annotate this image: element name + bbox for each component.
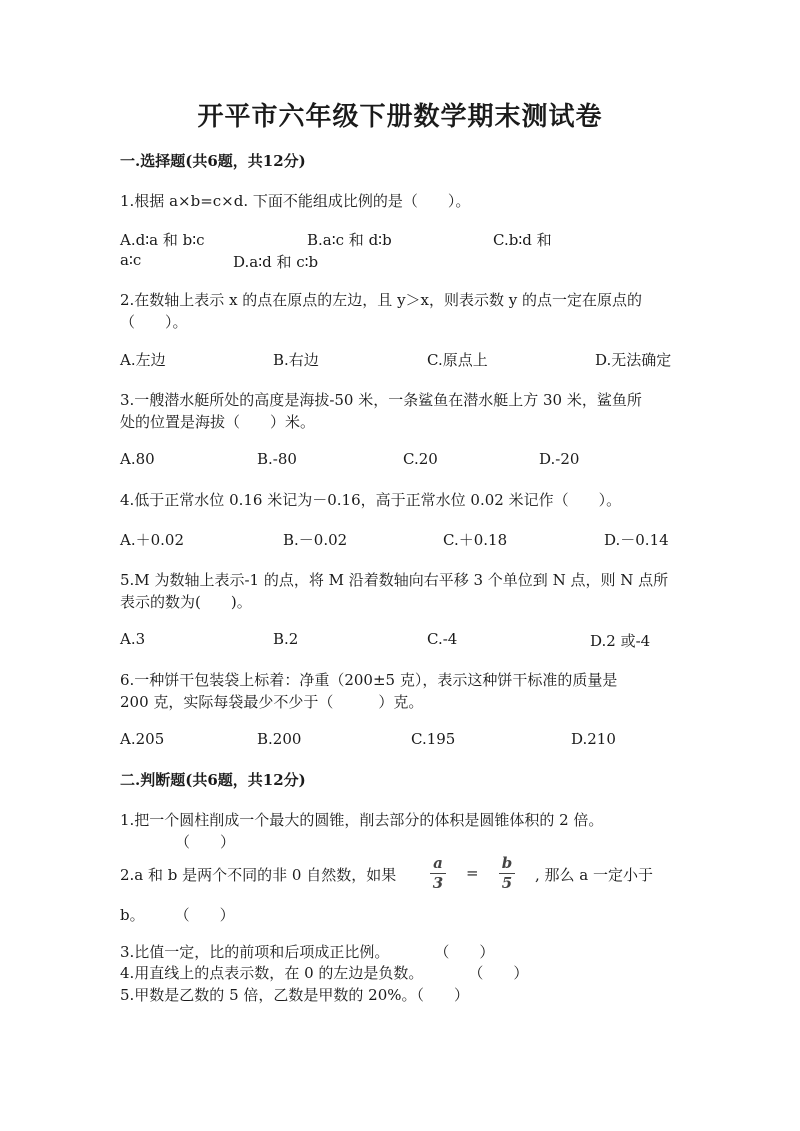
question-text: 1.根据 a×b=c×d. 下面不能组成比例的是（ ）。 bbox=[120, 192, 471, 210]
question-text: 3.一艘潜水艇所处的高度是海拔-50 米，一条鲨鱼在潜水艇上方 30 米，鲨鱼所 bbox=[120, 391, 642, 409]
question-text: , 那么 a 一定小于 bbox=[535, 866, 654, 884]
option-d: D.-20 bbox=[539, 450, 580, 468]
option-d: D.无法确定 bbox=[595, 351, 672, 369]
option-b: B.-80 bbox=[257, 450, 297, 468]
option-d: D.210 bbox=[571, 730, 616, 748]
question-text: 4.低于正常水位 0.16 米记为－0.16，高于正常水位 0.02 米记作（ ）。 bbox=[120, 491, 622, 509]
question-text: 3.比值一定，比的前项和后项成正比例。 （ ） bbox=[120, 943, 495, 961]
section-heading: 一.选择题(共6题，共12分) bbox=[120, 152, 306, 170]
page-title: 开平市六年级下册数学期末测试卷 bbox=[197, 102, 603, 132]
option-c: C.-4 bbox=[427, 630, 458, 648]
question-text: 处的位置是海拔（ ）米。 bbox=[120, 413, 316, 431]
question-text: 4.用直线上的点表示数，在 0 的左边是负数。 （ ） bbox=[120, 964, 529, 982]
option-d: D.－0.14 bbox=[604, 531, 669, 549]
option-c: C.20 bbox=[403, 450, 438, 468]
fraction-b-over-5 bbox=[497, 855, 517, 892]
option-b: B.2 bbox=[273, 630, 299, 648]
option-b: B.右边 bbox=[273, 351, 319, 369]
option-c: C.195 bbox=[411, 730, 456, 748]
fraction-a-over-3 bbox=[428, 855, 448, 892]
option-a: A.80 bbox=[120, 450, 155, 468]
option-d: D.2 或-4 bbox=[590, 632, 651, 650]
option-a: A.＋0.02 bbox=[120, 531, 184, 549]
fraction-numerator: b bbox=[501, 854, 513, 872]
option-b: B.200 bbox=[257, 730, 302, 748]
question-text: 5.M 为数轴上表示-1 的点，将 M 沿着数轴向右平移 3 个单位到 N 点，则 N 点所 bbox=[120, 571, 669, 589]
option-a: A.3 bbox=[120, 630, 146, 648]
question-text: 5.甲数是乙数的 5 倍，乙数是甲数的 20%。（ ） bbox=[120, 986, 470, 1004]
question-text: 1.把一个圆柱削成一个最大的圆锥，削去部分的体积是圆锥体积的 2 倍。 bbox=[120, 811, 604, 829]
fraction-denominator: 3 bbox=[432, 874, 444, 892]
question-text: 6.一种饼干包装袋上标着：净重（200±5 克），表示这种饼干标准的质量是 bbox=[120, 671, 618, 689]
question-text: 200 克，实际每袋最少不少于（ ）克。 bbox=[120, 693, 424, 711]
option-b: B.－0.02 bbox=[283, 531, 348, 549]
option-a: A.左边 bbox=[120, 351, 166, 369]
option-c: C.＋0.18 bbox=[443, 531, 508, 549]
question-text: （ ）。 bbox=[120, 313, 188, 331]
question-text: 表示的数为( )。 bbox=[120, 593, 252, 611]
option-a: A.205 bbox=[120, 730, 165, 748]
option-c-continued: a∶c bbox=[120, 251, 142, 269]
fraction-numerator: a bbox=[433, 854, 443, 872]
fraction-denominator: 5 bbox=[501, 874, 513, 892]
option-b: B.a∶c 和 d∶b bbox=[307, 231, 392, 249]
question-text: 2.在数轴上表示 x 的点在原点的左边，且 y＞x，则表示数 y 的点一定在原点的 bbox=[120, 291, 643, 309]
option-c: C.b∶d 和 bbox=[493, 231, 552, 249]
option-c: C.原点上 bbox=[427, 351, 488, 369]
equals-sign: = bbox=[466, 864, 479, 882]
question-text: 2.a 和 b 是两个不同的非 0 自然数，如果 bbox=[120, 866, 397, 884]
option-d: D.a∶d 和 c∶b bbox=[233, 253, 319, 271]
section-heading: 二.判断题(共6题，共12分) bbox=[120, 771, 306, 789]
answer-blank: （ ） bbox=[175, 833, 236, 851]
option-a: A.d∶a 和 b∶c bbox=[120, 231, 205, 249]
question-text: b。 （ ） bbox=[120, 906, 235, 924]
